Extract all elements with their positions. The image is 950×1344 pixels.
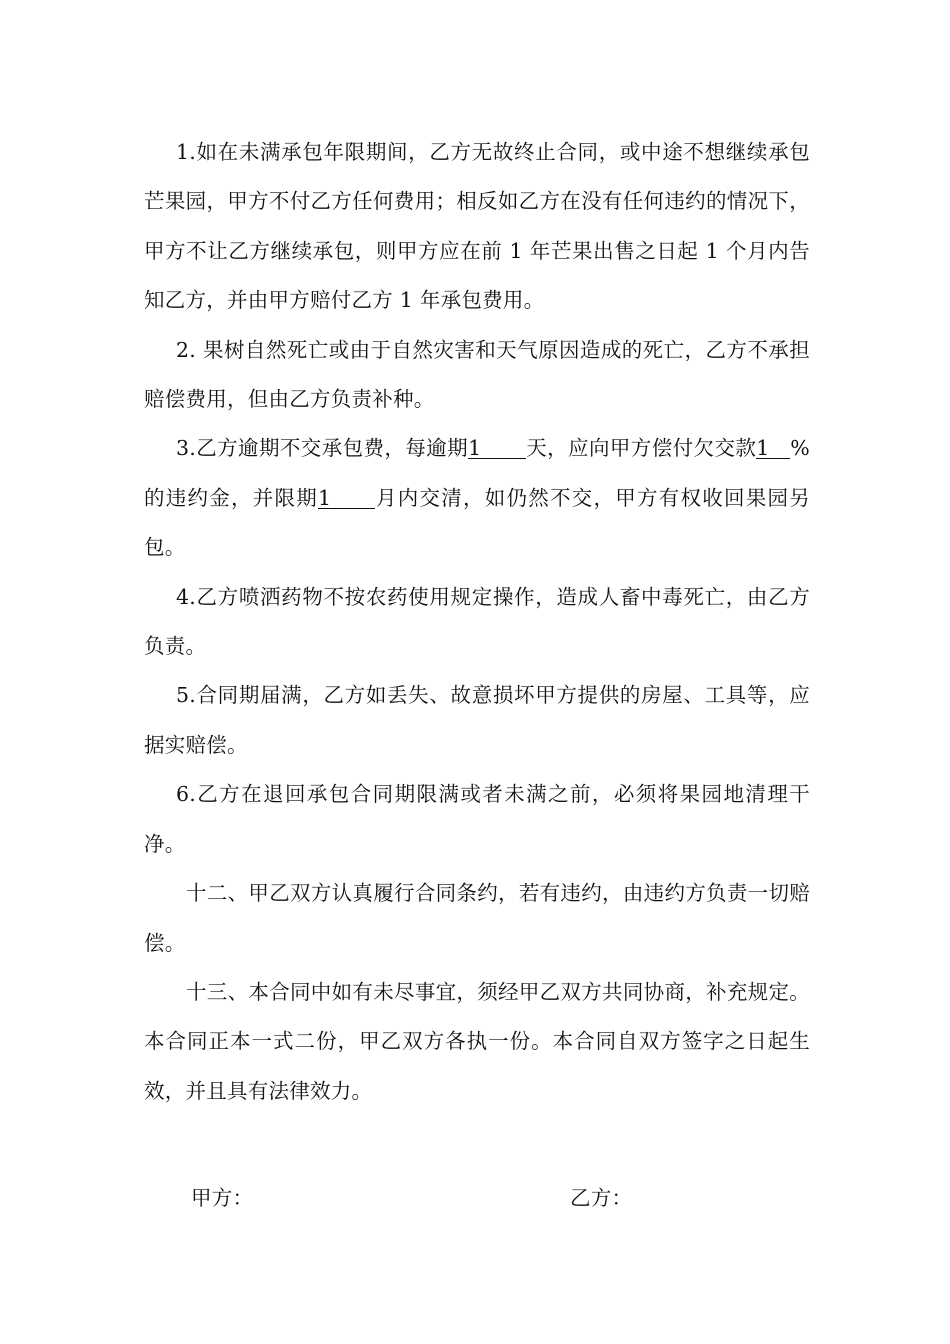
party-a-signature-label: 甲方：: [191, 1186, 254, 1210]
clause-3: [144, 424, 810, 572]
clause-4: 4.乙方喷洒药物不按农药使用规定操作，造成人畜中毒死亡，由乙方负责。: [144, 584, 810, 659]
clause-1: 1.如在未满承包年限期间，乙方无故终止合同，或中途不想继续承包芒果园，甲方不付乙方任何费用；相反如乙方在没有任何违约的情况下，甲方不让乙方继续承包，则甲方应在前 1 年芒果出售之日起 1 个月内告知乙方，并由甲方赔付乙方 1 年承包费用。: [144, 140, 810, 313]
deadline-months-blank: 1: [318, 488, 375, 509]
article-12: 十二、甲乙双方认真履行合同条约，若有违约，由违约方负责一切赔偿。: [144, 881, 810, 955]
clause-3-text-part-4: 月内交清，如仍然不交，甲方有权收回果园另包。: [144, 485, 810, 560]
clause-2: 2. 果树自然死亡或由于自然灾害和天气原因造成的死亡，乙方不承担赔偿费用，但由乙方负责补种。: [144, 337, 810, 412]
contract-body: [144, 128, 810, 1116]
penalty-percent-blank: 1: [756, 438, 790, 459]
clause-3-text-part-3: %的违约金，并限期: [144, 436, 811, 510]
article-13: 十三、本合同中如有未尽事宜，须经甲乙双方共同协商，补充规定。本合同正本一式二份，甲乙双方各执一份。本合同自双方签字之日起生效，并且具有法律效力。: [144, 979, 810, 1103]
clause-3-text-part-2: 天，应向甲方偿付欠交款: [526, 436, 757, 461]
clause-3-text-part-1: 3.乙方逾期不交承包费，每逾期: [176, 436, 469, 461]
clause-5: 5.合同期届满，乙方如丢失、故意损坏甲方提供的房屋、工具等，应据实赔偿。: [144, 683, 810, 757]
signature-row: [0, 1180, 950, 1220]
clause-6: 6.乙方在退回承包合同期限满或者未满之前，必须将果园地清理干净。: [144, 782, 810, 856]
overdue-days-blank: 1: [468, 438, 526, 459]
party-b-signature-label: 乙方：: [570, 1186, 633, 1210]
